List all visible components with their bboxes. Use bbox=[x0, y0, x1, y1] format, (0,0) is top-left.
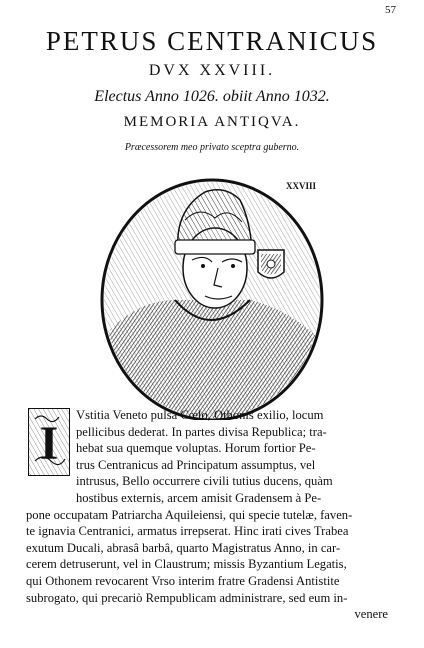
page-title: PETRUS CENTRANICUS bbox=[45, 26, 379, 56]
text-line: trus Centranicus ad Principatum assumptus, vel bbox=[76, 457, 316, 472]
catchword: venere bbox=[354, 607, 388, 622]
motto: Præcessorem meo privato sceptra guberno. bbox=[124, 142, 300, 153]
text-line: exutum Ducali, abrasâ barbâ, quarto Magistratus Anno, in car- bbox=[26, 540, 341, 555]
text-line: te ignavia Centranici, armatus irrepserat. Hinc irati cives Trabea bbox=[26, 524, 349, 539]
memoria-heading: MEMORIA ANTIQVA. bbox=[123, 114, 301, 130]
text-line: pone occupatam Patriarcha Aquileiensi, qui specie tutelæ, faven- bbox=[26, 507, 353, 522]
text-line: cerem detruserunt, vel in Claustrum; missis Byzantium Legatis, bbox=[26, 557, 347, 572]
initial-letter: I bbox=[39, 417, 59, 470]
doge-number: DVX XXVIII. bbox=[148, 62, 276, 79]
text-line: intrusus, Bello occurrere civili tutius ducens, quàm bbox=[76, 474, 333, 489]
text-line: hostibus externis, arcem amisit Gradensem à Pe- bbox=[76, 490, 322, 505]
text-line: hebat sua quemque voluptas. Horum fortior Pe- bbox=[76, 441, 316, 456]
reign-dates: Electus Anno 1026. obiit Anno 1032. bbox=[94, 88, 330, 105]
coat-of-arms bbox=[258, 250, 284, 278]
page-number: 57 bbox=[385, 4, 396, 16]
text-line: Vstitia Veneto pulsa Cœlo, Othonis exilio, locum bbox=[76, 408, 324, 422]
portrait-number-label: XXVIII bbox=[286, 181, 317, 191]
text-line: subrogato, qui precariò Rempublicam administrare, sed eum in- bbox=[26, 590, 348, 605]
body-text bbox=[26, 407, 406, 623]
text-line: qui Othonem revocarent Vrso interim fratre Gradensi Antistite bbox=[26, 573, 340, 588]
text-line: pellicibus dederat. In partes divisa Republica; tra- bbox=[76, 424, 327, 439]
